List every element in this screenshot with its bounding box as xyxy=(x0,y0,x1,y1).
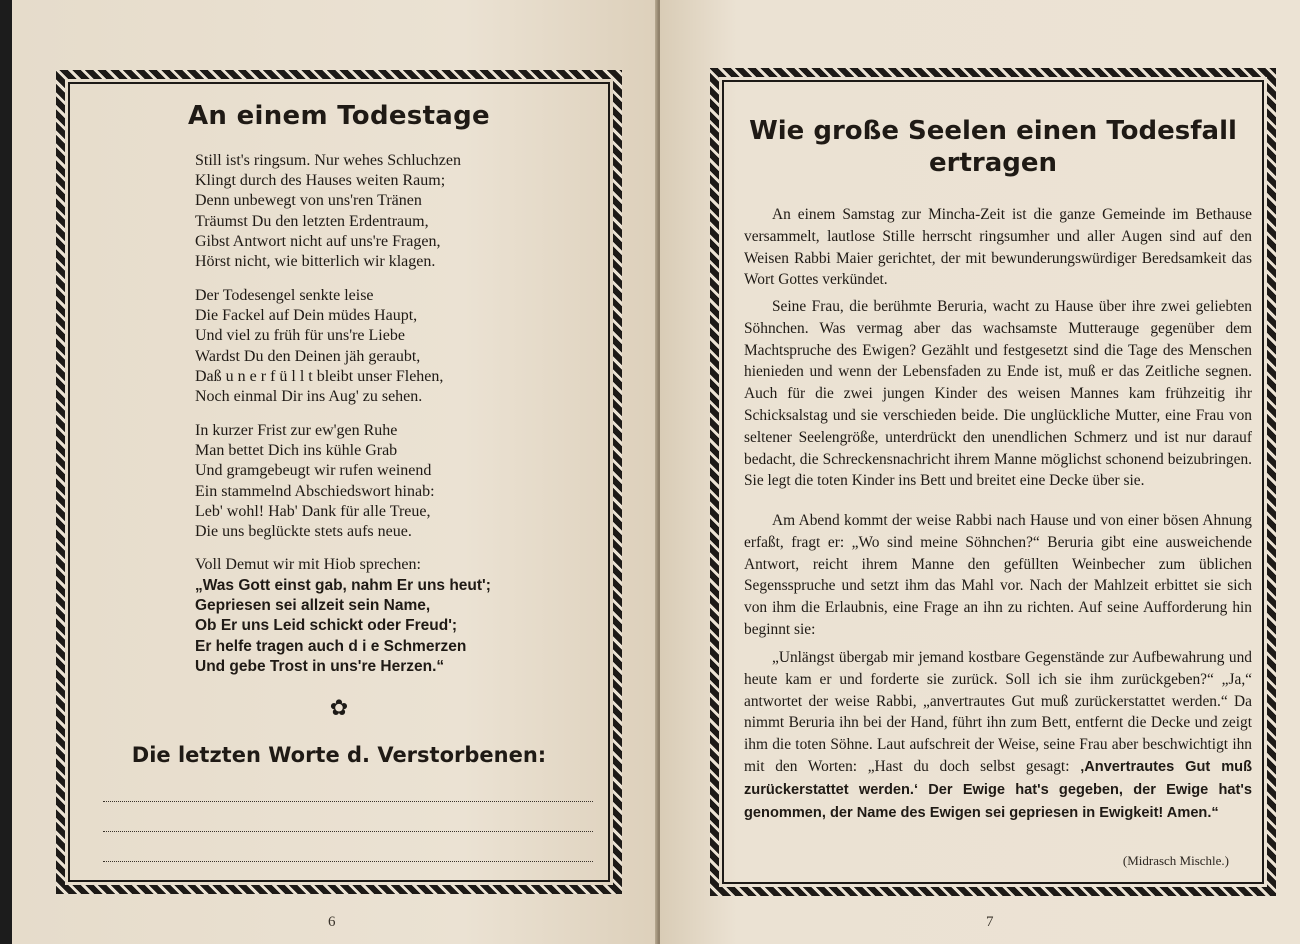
poem-line: Daß u n e r f ü l l t bleibt unser Flehen, xyxy=(195,367,444,385)
poem-line: Still ist's ringsum. Nur wehes Schluchzen xyxy=(195,152,461,169)
flower-ornament-icon: ✿ xyxy=(329,695,349,720)
poem-stanza-5 xyxy=(195,576,491,677)
poem-stanza-3 xyxy=(195,421,435,542)
right-page xyxy=(660,0,1300,944)
article-paragraph-4-bold-quote: ‚Anvertrautes Gut muß zurückerstattet werden.‘ Der Ewige hat's gegeben, der Ewige hat's genommen, der Name des Ewigen sei gepriesen in Ewigkeit! Amen.“ xyxy=(744,758,1252,821)
article-paragraph-4-text: „Unlängst übergab mir jemand kostbare Gegenstände zur Aufbewahrung und heute kam er und forderte sie zurück. Soll ich sie ihm zurückgeben?“ „Ja,“ antwortet der weise Rabbi, „anvertrautes Gut muß zurückerstattet werden.“ Da nimmt Beruria ihn bei der Hand, führt ihn zum Bett, entfernt die Decke und zeigt ihm die toten Söhne. Laut aufschreit der Weise, seine Frau aber beschwichtigt ihn mit den Worten: „Hast du doch selbst gesagt: xyxy=(744,649,1252,775)
article-paragraph-3: Am Abend kommt der weise Rabbi nach Hause und von einer bösen Ahnung erfaßt, fragt er: „Wo sind meine Söhnchen?“ Beruria gibt eine ausweichende Antwort, reicht ihrem Manne den gefüllten Weinbecher zum üblichen Segensspruche und setzt ihm das Mahl vor. Nach der Mahlzeit erbittet sie sich von ihm die Erlaubnis, eine Frage an ihn zu richten. Auf seine Aufforderung hin beginnt sie: xyxy=(744,512,1252,638)
article-paragraph-2: Seine Frau, die berühmte Beruria, wacht zu Hause über ihre zwei geliebten Söhnchen. Was vermag aber das wachsamste Mutterauge gegenüber dem Machtspruche des Ewigen? Gezählt und festgesetzt sind die Tage des Menschen hienieden und wenn der Lebensfaden zu Ende ist, muß er das Zeitliche segnen. Auch für die zwei jungen Kinder des weisen Mannes kam frühzeitig ihr Schicksalstag und sie verschieden beide. Die unglückliche Mutter, eine Frau von seltener Seelengröße, unterdrückt den unendlichen Schmerz und ist nur darauf bedacht, die Schreckensnachricht ihrem Manne möglichst schonend beizubringen. Sie legt die toten Kinder ins Bett und breitet eine Decke über sie. xyxy=(744,298,1252,490)
poem-stanza-1 xyxy=(195,151,461,272)
left-page-border xyxy=(56,70,622,894)
poem-line: Er helfe tragen auch d i e Schmerzen xyxy=(195,637,467,655)
poem-line: Denn unbewegt von uns'ren Tränen xyxy=(195,192,422,210)
poem-line: Hörst nicht, wie bitterlich wir klagen. xyxy=(195,253,436,271)
poem-line: Ein stammelnd Abschiedswort hinab: xyxy=(195,482,435,500)
poem-line: Noch einmal Dir ins Aug' zu sehen. xyxy=(195,388,423,406)
blank-writing-line xyxy=(103,831,593,832)
blank-writing-line xyxy=(103,861,593,862)
right-page-border xyxy=(710,68,1276,896)
source-citation: (Midrasch Mischle.) xyxy=(1122,853,1229,868)
poem-line: Man bettet Dich ins kühle Grab xyxy=(195,442,398,460)
article-title xyxy=(719,115,1267,179)
poem-line: In kurzer Frist zur ew'gen Ruhe xyxy=(195,422,398,439)
poem-line: Ob Er uns Leid schickt oder Freud'; xyxy=(195,617,458,635)
poem-title: An einem Todestage xyxy=(187,101,490,131)
poem-line: Der Todesengel senkte leise xyxy=(195,287,374,304)
article-title-line-1: Wie große Seelen einen Todesfall xyxy=(749,116,1237,146)
poem-line: Gepriesen sei allzeit sein Name, xyxy=(195,597,431,615)
poem-line: Wardst Du den Deinen jäh geraubt, xyxy=(195,347,421,365)
article-title-line-2: ertragen xyxy=(928,148,1057,178)
poem-line: „Was Gott einst gab, nahm Er uns heut'; xyxy=(195,577,491,594)
blank-writing-line xyxy=(103,801,593,802)
poem-line: Und gebe Trost in uns're Herzen.“ xyxy=(195,657,445,675)
article-paragraph-4 xyxy=(744,647,1252,824)
poem-line: Die uns beglückte stets aufs neue. xyxy=(195,523,412,541)
page-number-left: 6 xyxy=(328,914,336,930)
page-number-right: 7 xyxy=(986,914,994,930)
poem-line: Klingt durch des Hauses weiten Raum; xyxy=(195,172,446,190)
poem-line: Leb' wohl! Hab' Dank für alle Treue, xyxy=(195,502,431,520)
poem-line: Und gramgebeugt wir rufen weinend xyxy=(195,462,432,480)
poem-line: Träumst Du den letzten Erdentraum, xyxy=(195,212,429,230)
poem-stanza-4 xyxy=(195,555,421,575)
closing-heading: Die letzten Worte d. Verstorbenen: xyxy=(131,743,547,767)
poem-line: Voll Demut wir mit Hiob sprechen: xyxy=(195,556,421,573)
poem-line: Und viel zu früh für uns're Liebe xyxy=(195,327,405,345)
poem-line: Die Fackel auf Dein müdes Haupt, xyxy=(195,307,418,325)
poem-line: Gibst Antwort nicht auf uns're Fragen, xyxy=(195,232,441,250)
article-paragraph-1: An einem Samstag zur Mincha-Zeit ist die ganze Gemeinde im Bethause versammelt, lautlose Stille herrscht ringsumher und aller Augen sind auf den Weisen Rabbi Maier gerichtet, der mit bewunderungswürdiger Beredsamkeit das Wort Gottes verkündet. xyxy=(744,206,1252,289)
poem-stanza-2 xyxy=(195,286,443,407)
left-page xyxy=(12,0,658,944)
